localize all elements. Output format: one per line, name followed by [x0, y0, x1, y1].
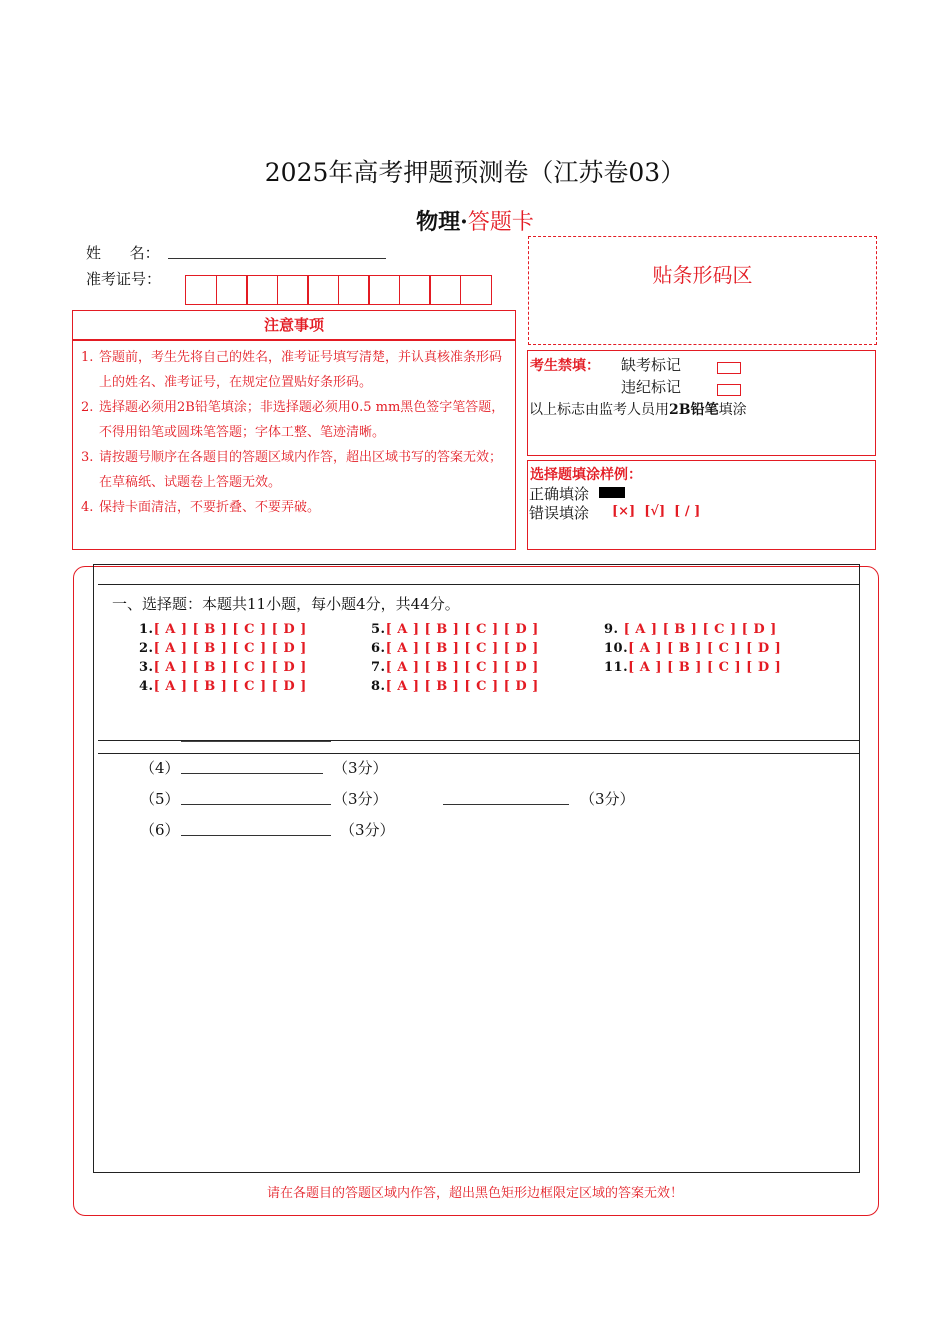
question-row[interactable]: 1.[ A ] [ B ] [ C ] [ D ]	[139, 622, 307, 637]
notice-item	[79, 395, 511, 445]
barcode-label: 贴条形码区	[652, 263, 753, 287]
choice-section-title: 一、选择题：本题共11小题，每小题4分，共44分。	[112, 595, 460, 613]
subject-label: 物理·	[416, 209, 468, 235]
question-row[interactable]: 10.[ A ] [ B ] [ C ] [ D ]	[604, 641, 782, 656]
fill-q5-score: （3分）	[333, 790, 388, 808]
notice-item-number: 1.	[81, 350, 94, 365]
notice-list	[79, 345, 511, 520]
fill-q5-score-2: （3分）	[580, 790, 635, 808]
wrong-fill-samples: [×] [√] [ / ]	[612, 504, 701, 519]
exam-id-digit-box[interactable]	[185, 275, 217, 305]
absent-mark-box[interactable]	[717, 357, 741, 376]
absent-mark-label: 缺考标记	[621, 356, 682, 374]
question-row[interactable]: 6.[ A ] [ B ] [ C ] [ D ]	[371, 641, 539, 656]
notice-item-number: 3.	[81, 450, 94, 465]
forbid-note	[529, 399, 747, 419]
violation-mark-box[interactable]	[717, 379, 741, 398]
forbid-note-bold: 2B铅笔	[669, 402, 719, 418]
question-row[interactable]: 2.[ A ] [ B ] [ C ] [ D ]	[139, 641, 307, 656]
name-label: 姓 名：	[86, 244, 160, 262]
fill-sample-box	[527, 460, 876, 550]
exam-id-digit-box[interactable]	[399, 275, 431, 305]
question-row[interactable]: 7.[ A ] [ B ] [ C ] [ D ]	[371, 660, 539, 675]
notice-item	[79, 445, 511, 495]
answer-blank[interactable]	[181, 804, 331, 805]
answer-blank[interactable]	[181, 773, 323, 774]
fill-q6-label: （6）	[140, 821, 180, 839]
fill-q6-score: （3分）	[340, 821, 395, 839]
notice-box	[72, 340, 516, 550]
question-row[interactable]: 5.[ A ] [ B ] [ C ] [ D ]	[371, 622, 539, 637]
answer-blank[interactable]	[181, 835, 331, 836]
page-subtitle	[0, 205, 950, 236]
exam-id-boxes[interactable]	[185, 275, 490, 305]
fill-q5-label: （5）	[140, 790, 180, 808]
question-row[interactable]: 11.[ A ] [ B ] [ C ] [ D ]	[604, 660, 782, 675]
exam-id-label: 准考证号：	[86, 270, 162, 288]
notice-item-text: 请按题号顺序在各题目的答题区域内作答，超出区域书写的答案无效；在草稿纸、试题卷上答题无效。	[99, 450, 503, 490]
answer-blank[interactable]	[443, 804, 569, 805]
wrong-fill-label: 错误填涂	[529, 504, 590, 522]
card-label: 答题卡	[467, 210, 534, 235]
exam-id-digit-box[interactable]	[338, 275, 370, 305]
sample-title: 选择题填涂样例：	[530, 467, 642, 483]
forbid-note-pre: 以上标志由监考人员用	[529, 402, 669, 418]
exam-id-digit-box[interactable]	[246, 275, 278, 305]
fill-section-top-line	[98, 753, 860, 754]
fill-q4-label: （4）	[140, 759, 180, 777]
notice-item-text: 保持卡面清洁，不要折叠、不要弄破。	[99, 500, 321, 515]
correct-fill-sample	[599, 487, 625, 498]
exam-id-digit-box[interactable]	[307, 275, 339, 305]
name-field[interactable]	[168, 258, 386, 259]
notice-item-text: 选择题必须用2B铅笔填涂；非选择题必须用0.5 mm黑色签字笔答题，不得用铅笔或圆珠笔答题；字体工整、笔迹清晰。	[99, 400, 505, 440]
exam-id-digit-box[interactable]	[368, 275, 400, 305]
answer-frame-top	[93, 564, 860, 565]
fill-q4-score: （3分）	[333, 759, 388, 777]
footer-warning: 请在各题目的答题区域内作答，超出黑色矩形边框限定区域的答案无效！	[266, 1186, 683, 1201]
question-row[interactable]: 8.[ A ] [ B ] [ C ] [ D ]	[371, 679, 539, 694]
forbid-title: 考生禁填：	[530, 358, 600, 374]
notice-title: 注意事项	[72, 310, 516, 340]
exam-id-digit-box[interactable]	[216, 275, 248, 305]
question-row[interactable]: 4.[ A ] [ B ] [ C ] [ D ]	[139, 679, 307, 694]
notice-item	[79, 495, 511, 520]
notice-item-text: 答题前，考生先将自己的姓名，准考证号填写清楚，并认真核准条形码上的姓名、准考证号，在规定位置贴好条形码。	[99, 350, 503, 390]
exam-id-digit-box[interactable]	[460, 275, 492, 305]
choice-section-top-line	[98, 584, 860, 585]
answer-blank[interactable]	[181, 741, 331, 742]
question-row[interactable]: 3.[ A ] [ B ] [ C ] [ D ]	[139, 660, 307, 675]
examinee-forbidden-box	[527, 350, 876, 456]
violation-mark-label: 违纪标记	[621, 378, 682, 396]
notice-item-number: 4.	[81, 500, 94, 515]
page-title: 2025年高考押题预测卷（江苏卷03）	[264, 158, 686, 187]
exam-id-digit-box[interactable]	[429, 275, 461, 305]
correct-fill-label: 正确填涂	[529, 485, 590, 503]
exam-id-digit-box[interactable]	[277, 275, 309, 305]
question-row[interactable]: 9. [ A ] [ B ] [ C ] [ D ]	[604, 622, 777, 637]
notice-item-number: 2.	[81, 400, 94, 415]
notice-item	[79, 345, 511, 395]
barcode-area	[528, 236, 877, 345]
forbid-note-post: 填涂	[718, 402, 747, 418]
